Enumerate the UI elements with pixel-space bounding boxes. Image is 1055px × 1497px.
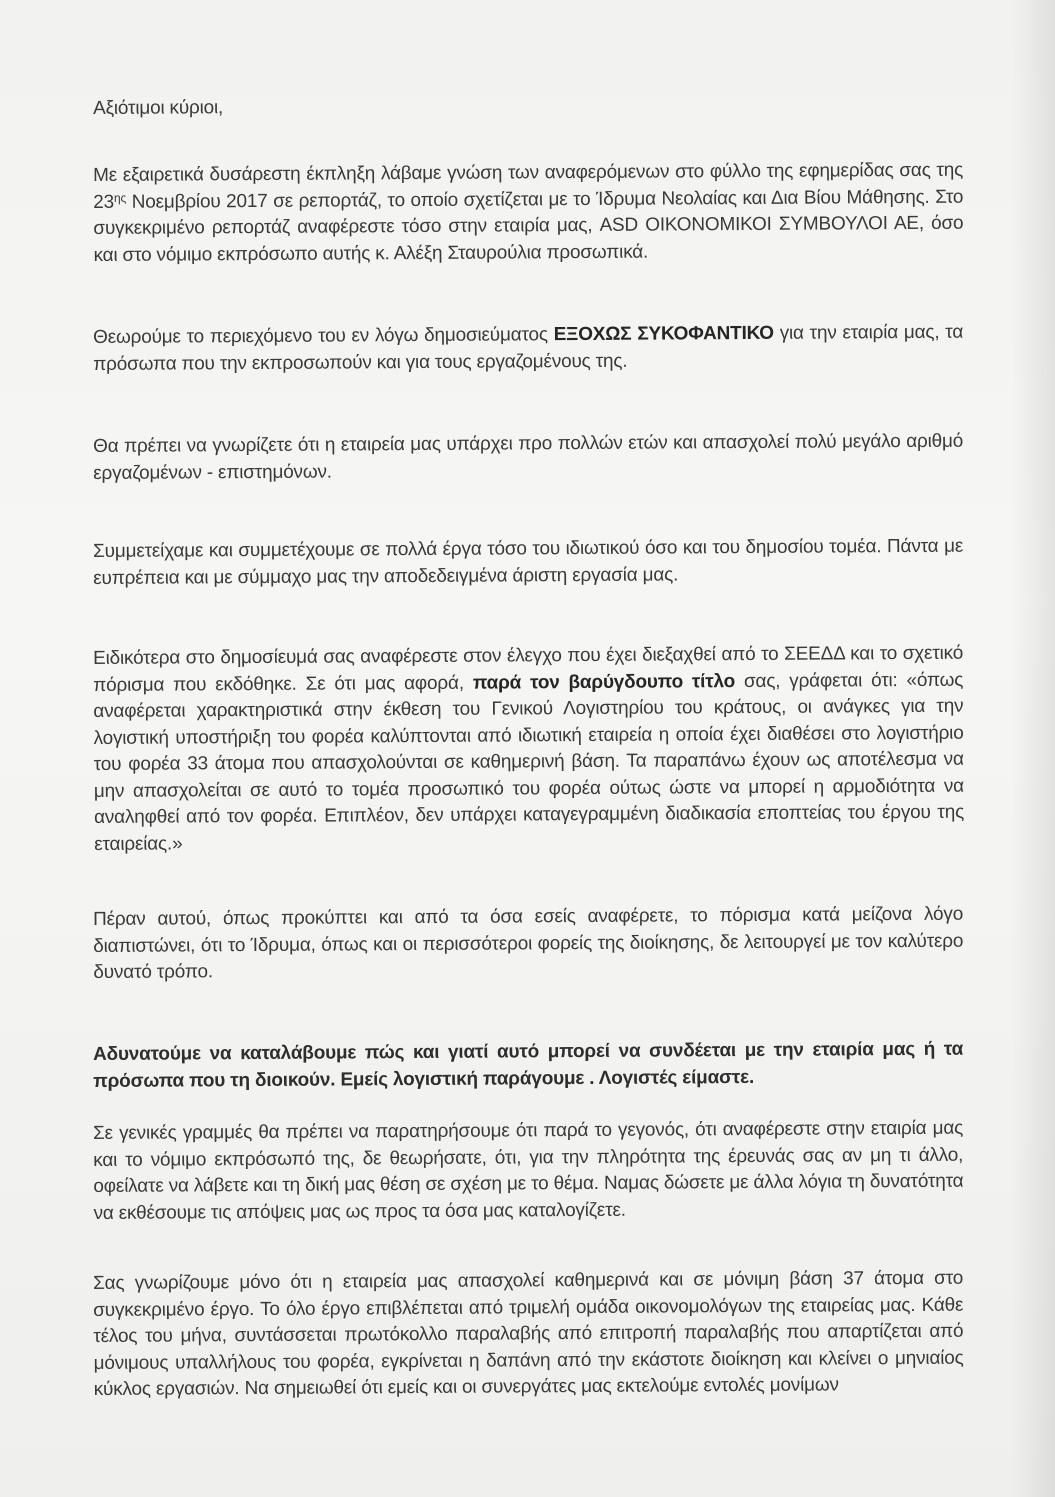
emphasis-slanderous: ΕΞΟΧΩΣ ΣΥΚΟΦΑΝΤΙΚΟ — [553, 322, 774, 346]
paragraph-7-bold — [93, 1037, 963, 1095]
paragraph-5-part-2: σας, γράφεται ότι: «όπως αναφέρεται χαρακτηριστικά στην έκθεση του Γενικού Λογιστηρίου του κράτους, οι ανάγκες για την λογιστική υποστήριξη του φορέα καλύπτονται από ιδιωτική εταιρεία η οποία έχει διαθέσει στο λογιστήριο του φορέα 33 άτομα που απασχολούνται σε καθημερινή βάση. Τα παραπάνω έχουν ως αποτέλεσμα να μην απασχολείται σε αυτό το τομέα προσωπικό του φορέα ούτως ώστε να μπορεί η αρμοδιότητα να αναληφθεί από τον φορέα. Επιπλέον, δεν υπάρχει καταγεγραμμένη διαδικασία εποπτείας του έργου της εταιρείας.» — [93, 669, 965, 855]
paragraph-1-part-2: Νοεμβρίου 2017 σε ρεπορτάζ, το οποίο σχετίζεται με το Ίδρυμα Νεολαίας και Δια Βίου Μάθησης. Στο συγκεκριμένο ρεπορτάζ αναφέρεστε τόσο στην εταιρία μας, ASD ΟΙΚΟΝΟΜΙΚΟΙ ΣΥΜΒΟΥΛΟΙ ΑΕ, όσο και στο νόμιμο εκπρόσωπο αυτής κ. Αλέξη Σταυρούλια προσωπικά. — [93, 186, 964, 266]
paragraph-2 — [93, 320, 963, 378]
paragraph-2-part-1: Θεωρούμε το περιεχόμενο του εν λόγω δημοσιεύματος — [93, 324, 554, 348]
paragraph-4-text: Συμμετείχαμε και συμμετέχουμε σε πολλά έργα τόσο του ιδιωτικού όσο και του δημοσίου τομέα. Πάντα με ευπρέπεια και με σύμμαχο μας την αποδεδειγμένα άριστη εργασία μας. — [93, 535, 964, 589]
paragraph-3-text: Θα πρέπει να γνωρίζετε ότι η εταιρεία μας υπάρχει προ πολλών ετών και απασχολεί πολύ μεγάλο αριθμό εργαζομένων - επιστημόνων. — [93, 430, 964, 484]
paragraph-8-text: Σε γενικές γραμμές θα πρέπει να παρατηρήσουμε ότι παρά το γεγονός, ότι αναφέρεστε στην εταιρία μας και το νόμιμο εκπρόσωπό της, δε θεωρήσατε, ότι, για την πληρότητα της έρευνάς σας αν μη τι άλλο, οφείλατε να λάβετε και τη δική μας θέση σε σχέση με το θέμα. Ναμας δώσετε με άλλα λόγια τη δυνατότητα να εκθέσουμε τις απόψεις μας ως προς τα όσα μας καταλογίζετε. — [93, 1117, 964, 1224]
paragraph-5-part-1: Ειδικότερα στο δημοσίευμά σας αναφέρεστε στον έλεγχο που έχει διεξαχθεί από το ΣΕΕΔΔ και το σχετικό πόρισμα που εκδόθηκε. Σε ότι μας αφορά, — [93, 642, 964, 696]
paragraph-6 — [93, 902, 963, 987]
paragraph-2-part-2: για την εταιρία μας, τα πρόσωπα που την εκπροσωπούν και για τους εργαζομένους της. — [93, 321, 964, 375]
paragraph-4 — [93, 534, 963, 592]
paragraph-1 — [93, 158, 964, 269]
paragraph-2-text — [93, 320, 963, 378]
paragraph-9-text: Σας γνωρίζουμε μόνο ότι η εταιρεία μας απασχολεί καθημερινά και σε μόνιμη βάση 37 άτομα στο συγκεκριμένο έργο. Το όλο έργο επιβλέπεται από τριμελή ομάδα οικονομολόγων της εταιρείας μας. Κάθε τέλος του μήνα, συντάσσεται πρωτόκολλο παραλαβής από επιτροπή παραλαβής που απαρτίζεται από μόνιμους υπαλλήλους του φορέα, εγκρίνεται η δαπάνη από την εκάστοτε διοίκηση και κλείνει ο μηνιαίος κύκλος εργασιών. Να σημειωθεί ότι εμείς και οι συνεργάτες μας εκτελούμε εντολές μονίμων — [93, 1267, 964, 1400]
paragraph-1-text — [93, 158, 964, 269]
paragraph-1-part-1: Με εξαιρετικά δυσάρεστη έκπληξη λάβαμε γνώση των αναφερόμενων στο φύλλο της εφημερίδας σας της 23 — [93, 159, 964, 213]
paragraph-5 — [93, 641, 964, 858]
emphasis-title: παρά τον βαρύγδουπο τίτλο — [472, 670, 736, 694]
paragraph-7-text: Αδυνατούμε να καταλάβουμε πώς και γιατί αυτό μπορεί να συνδέεται με την εταιρία μας ή τα πρόσωπα που τη διοικούν. Εμείς λογιστική παράγουμε . Λογιστές είμαστε. — [93, 1038, 964, 1092]
paragraph-3 — [93, 429, 963, 487]
paragraph-8 — [93, 1116, 964, 1227]
paragraph-6-text: Πέραν αυτού, όπως προκύπτει και από τα όσα εσείς αναφέρετε, το πόρισμα κατά μείζονα λόγο διαπιστώνει, ότι το Ίδρυμα, όπως και οι περισσότεροι φορείς της διοίκησης, δε λειτουργεί με τον καλύτερο δυνατό τρόπο. — [93, 903, 964, 983]
paragraph-5-text — [93, 641, 964, 858]
date-suffix: ης — [113, 190, 127, 205]
salutation — [93, 91, 963, 123]
paragraph-9 — [93, 1266, 964, 1404]
salutation-text: Αξιότιμοι κύριοι, — [93, 97, 224, 119]
